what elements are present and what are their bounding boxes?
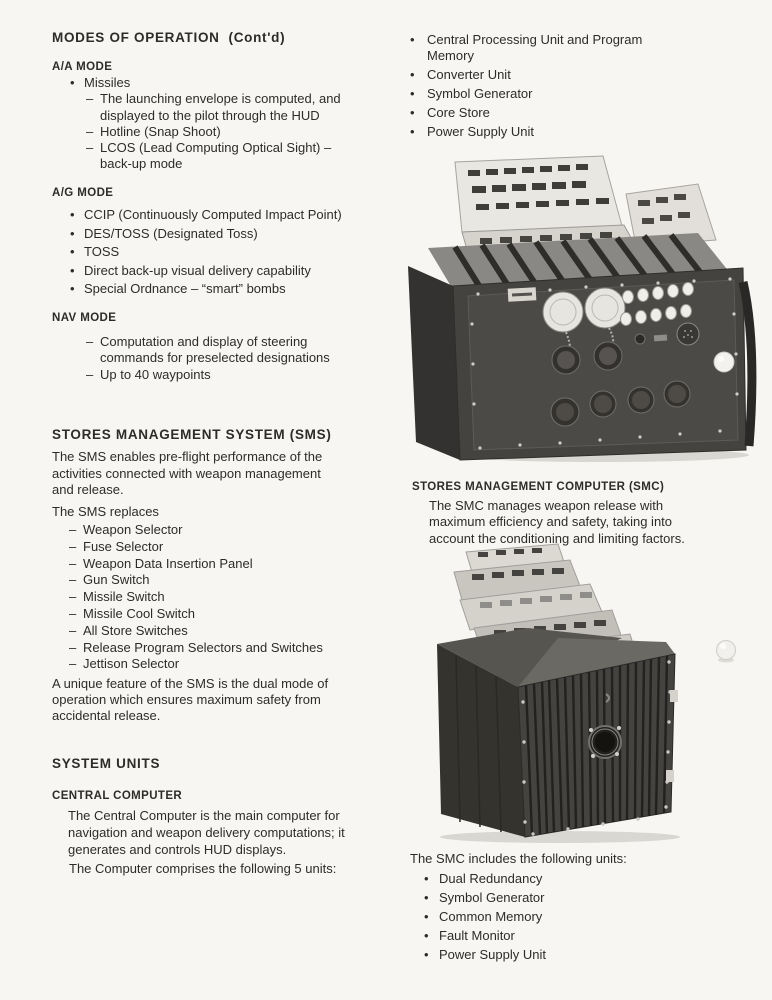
bullet-marker: • (424, 928, 429, 943)
list-item: • DES/TOSS (Designated Toss) (70, 225, 400, 244)
system-units-heading: SYSTEM UNITS (52, 756, 161, 771)
list-item: • Core Store (410, 105, 490, 120)
central-computer-heading: CENTRAL COMPUTER (52, 790, 183, 802)
list-item: • Symbol Generator (424, 890, 545, 905)
bullet-marker: • (70, 207, 75, 222)
sms-replaces-lead: The SMS replaces (52, 504, 159, 519)
list-item: – Missile Cool Switch (69, 605, 195, 621)
dash-marker: – (86, 123, 94, 139)
dash-marker: – (86, 140, 94, 156)
bullet-marker: • (424, 890, 429, 905)
list-item: – The launching envelope is computed, and displayed to the pilot through the HUD (86, 91, 341, 123)
bullet-marker: • (70, 75, 75, 90)
smc-units-list (424, 871, 674, 962)
dash-marker: – (69, 589, 77, 605)
list-item: • Power Supply Unit (410, 124, 534, 139)
dash-marker: – (69, 605, 77, 621)
dash-marker: – (86, 334, 94, 349)
ag-mode-list (70, 206, 400, 299)
list-item: • Central Processing Unit and Program Memory (410, 32, 643, 63)
list-item: – Weapon Selector (69, 522, 183, 537)
dash-marker: – (69, 639, 77, 655)
list-item: – Missile Switch (69, 589, 165, 605)
smc-photo (408, 542, 740, 844)
bullet-marker: • (70, 262, 75, 278)
list-item: • Dual Redundancy (424, 871, 543, 886)
list-item: – Weapon Data Insertion Panel (69, 555, 253, 571)
list-item: • Converter Unit (410, 67, 511, 82)
list-item: • Fault Monitor (424, 928, 515, 943)
central-computer-paragraph: The Central Computer is the main computer for navigation and weapon delivery computations; it generates and controls HUD displays. (68, 808, 345, 857)
dash-marker: – (69, 538, 77, 554)
list-item: • Symbol Generator (410, 86, 533, 101)
list-item: • CCIP (Continuously Computed Impact Point) (70, 206, 400, 225)
list-item: • Special Ordnance – “smart” bombs (70, 280, 400, 299)
list-item: – All Store Switches (69, 622, 188, 638)
sms-heading: STORES MANAGEMENT SYSTEM (SMS) (52, 427, 332, 442)
bullet-marker: • (410, 32, 415, 47)
bullet-marker: • (410, 105, 415, 120)
list-item: – Computation and display of steering commands for preselected designations (86, 334, 330, 366)
smc-illustration (408, 542, 740, 844)
list-item: – Hotline (Snap Shoot) (86, 123, 221, 139)
dash-marker: – (69, 622, 77, 638)
list-item: – Release Program Selectors and Switches (69, 639, 323, 655)
list-item: • Common Memory (424, 909, 543, 924)
bullet-marker: • (70, 225, 75, 241)
dash-marker: – (69, 656, 77, 672)
aa-mode-heading: A/A MODE (52, 61, 113, 73)
dash-marker: – (69, 522, 77, 537)
list-item: • Power Supply Unit (424, 947, 546, 962)
list-item: • Missiles (70, 75, 131, 90)
bullet-marker: • (410, 124, 415, 139)
bullet-marker: • (410, 67, 415, 82)
sms-safety-paragraph: A unique feature of the SMS is the dual mode of operation which ensures maximum safety from accidental release. (52, 676, 329, 723)
list-item: – Fuse Selector (69, 538, 164, 554)
dash-marker: – (86, 91, 94, 107)
list-item: • Direct back-up visual delivery capability (70, 262, 400, 281)
smc-heading: STORES MANAGEMENT COMPUTER (SMC) (412, 481, 665, 493)
bullet-marker: • (424, 909, 429, 924)
ag-mode-heading: A/G MODE (52, 187, 114, 199)
list-item: – Jettison Selector (69, 656, 180, 672)
dash-marker: – (86, 366, 94, 382)
modes-of-operation-heading: MODES OF OPERATION (Cont'd) (52, 30, 286, 45)
bullet-marker: • (410, 86, 415, 101)
aa-mode-list (70, 75, 370, 173)
dash-marker: – (69, 572, 77, 588)
central-computer-units-list (410, 32, 660, 140)
list-item: – Up to 40 waypoints (86, 366, 211, 382)
bullet-marker: • (424, 871, 429, 886)
smc-paragraph: The SMC manages weapon release with maximum efficiency and safety, taking into account the conditioning and limiting factors. (429, 498, 685, 546)
dash-marker: – (69, 555, 77, 571)
central-computer-comprises-lead: The Computer comprises the following 5 units: (69, 861, 337, 876)
nav-mode-list (86, 334, 336, 383)
central-computer-photo (396, 154, 764, 462)
bullet-marker: • (70, 244, 75, 260)
list-item: – Gun Switch (69, 572, 150, 588)
list-item: • TOSS (70, 243, 400, 262)
bullet-marker: • (424, 947, 429, 962)
list-item: – LCOS (Lead Computing Optical Sight) – back-up mode (86, 140, 332, 172)
smc-units-lead: The SMC includes the following units: (410, 851, 627, 866)
sms-replaces-list (69, 522, 379, 673)
sms-intro-paragraph: The SMS enables pre-flight performance of the activities connected with weapon management and release. (52, 449, 323, 497)
bullet-marker: • (70, 281, 75, 297)
central-computer-illustration (396, 154, 764, 462)
nav-mode-heading: NAV MODE (52, 312, 117, 324)
